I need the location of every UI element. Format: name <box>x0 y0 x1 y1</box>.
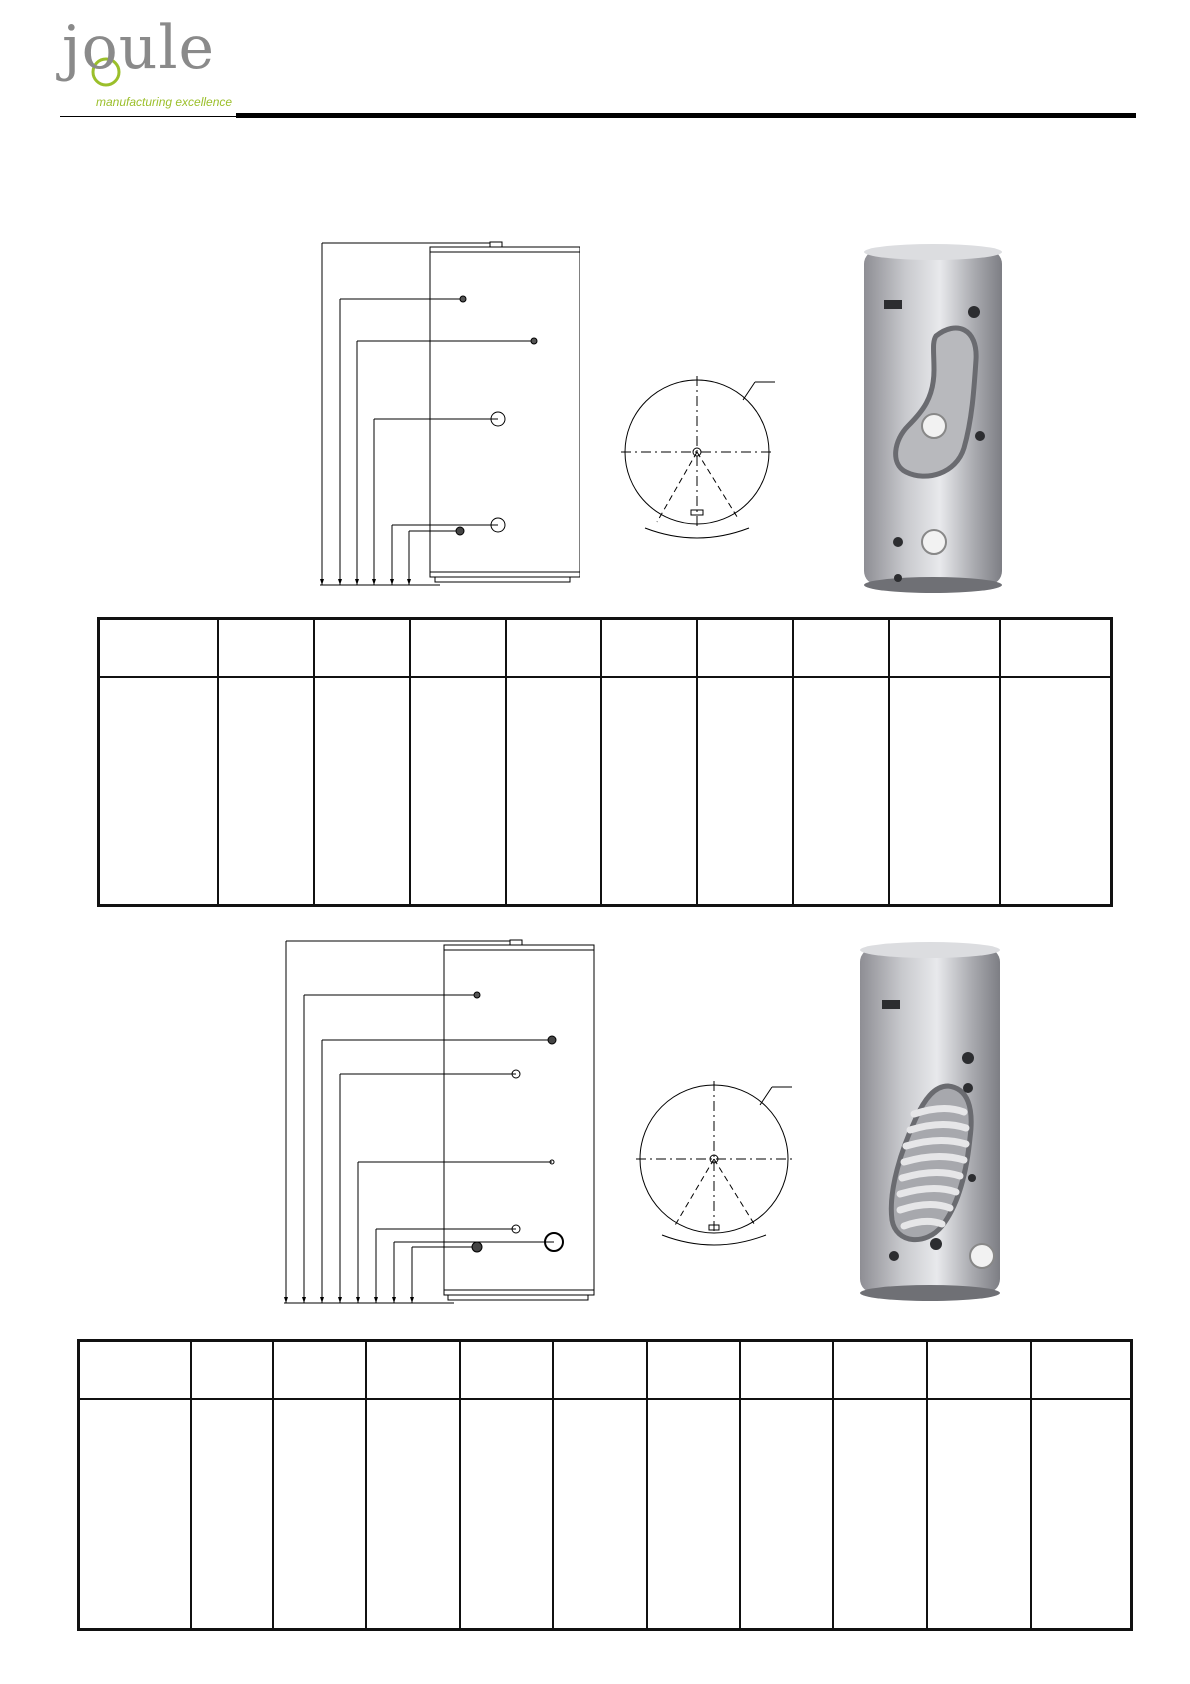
table-cell <box>740 1399 833 1630</box>
cylinder-1-render <box>860 240 1010 595</box>
header-rule-thin <box>60 116 236 117</box>
connection-port <box>456 527 464 535</box>
table-header-cell <box>99 619 218 677</box>
table-header-cell <box>1031 1341 1132 1399</box>
logo-tagline: manufacturing excellence <box>96 95 233 109</box>
cylinder-2-render <box>856 938 1006 1303</box>
table-cell <box>647 1399 740 1630</box>
table-cell <box>506 677 601 906</box>
table-cell <box>99 677 218 906</box>
table-header-cell <box>79 1341 191 1399</box>
table-cell <box>191 1399 273 1630</box>
table-header-cell <box>793 619 889 677</box>
table-header-cell <box>889 619 1000 677</box>
header-rule <box>236 113 1136 118</box>
table-cell <box>553 1399 647 1630</box>
table-cell <box>833 1399 927 1630</box>
cylinder-2-plan <box>630 1075 810 1255</box>
connection-port <box>531 338 537 344</box>
table-header-cell <box>697 619 792 677</box>
connection-port <box>472 1242 482 1252</box>
table-header-cell <box>833 1341 927 1399</box>
table-cell <box>410 677 505 906</box>
cylinder-2-elevation <box>278 935 598 1310</box>
table-header-cell <box>1000 619 1111 677</box>
table-cell <box>273 1399 366 1630</box>
table-cell <box>218 677 314 906</box>
connection-port <box>460 296 466 302</box>
table-cell <box>927 1399 1031 1630</box>
table-header-cell <box>601 619 697 677</box>
table-header-cell <box>647 1341 740 1399</box>
table-header-cell <box>553 1341 647 1399</box>
table-header-cell <box>460 1341 553 1399</box>
logo-word: joule <box>62 13 216 83</box>
table-cell <box>1031 1399 1132 1630</box>
table-cell <box>793 677 889 906</box>
table-cell <box>314 677 410 906</box>
table-header-cell <box>366 1341 460 1399</box>
spec-table-1 <box>97 617 1113 907</box>
table-header-cell <box>314 619 410 677</box>
spec-table-2 <box>77 1339 1133 1631</box>
table-header-cell <box>191 1341 273 1399</box>
table-cell <box>1000 677 1111 906</box>
table-cell <box>697 677 792 906</box>
connection-port <box>548 1036 556 1044</box>
table-cell <box>460 1399 553 1630</box>
table-header-cell <box>273 1341 366 1399</box>
table-cell <box>601 677 697 906</box>
table-header-cell <box>410 619 505 677</box>
table-header-cell <box>506 619 601 677</box>
connection-port <box>474 992 480 998</box>
table-cell <box>366 1399 460 1630</box>
table-header-cell <box>740 1341 833 1399</box>
cylinder-1-elevation <box>310 235 580 595</box>
table-header-cell <box>218 619 314 677</box>
cylinder-1-plan <box>615 370 795 550</box>
table-cell <box>889 677 1000 906</box>
table-header-cell <box>927 1341 1031 1399</box>
table-cell <box>79 1399 191 1630</box>
